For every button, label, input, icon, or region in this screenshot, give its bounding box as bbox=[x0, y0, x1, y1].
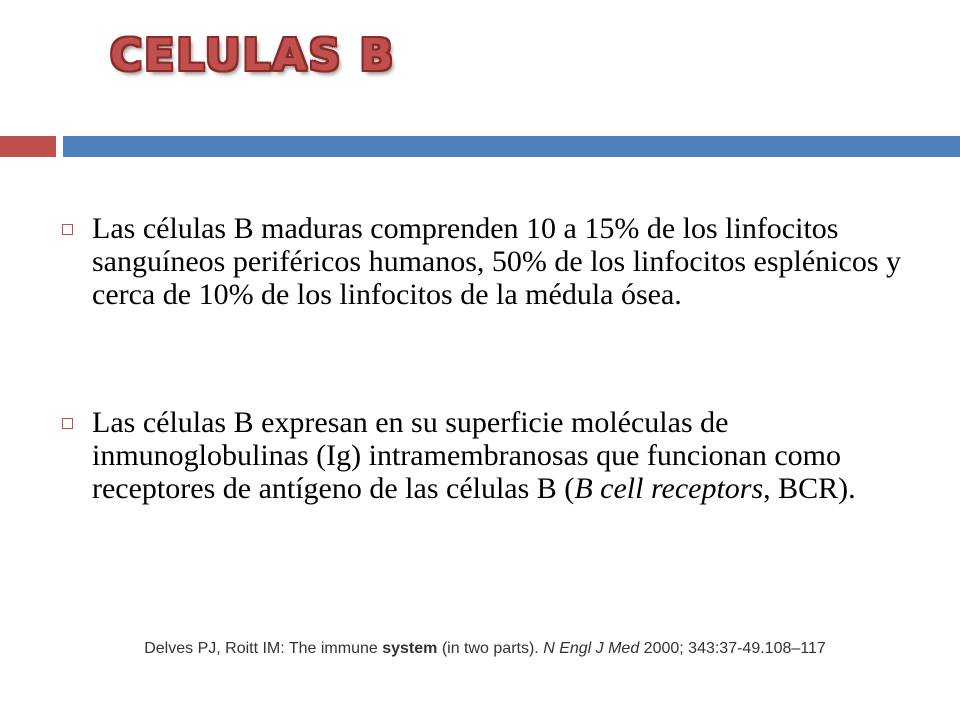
citation-authors: Delves PJ, Roitt IM: The immune bbox=[144, 640, 383, 657]
slide-title: CELULAS B bbox=[110, 30, 396, 81]
citation bbox=[100, 640, 870, 658]
square-bullet-icon bbox=[62, 418, 73, 429]
citation-bold-word: system bbox=[382, 640, 438, 657]
header-accent-bar-blue bbox=[63, 136, 960, 157]
square-bullet-icon bbox=[62, 224, 73, 235]
bullet-text-italic: B cell receptors bbox=[574, 472, 764, 505]
bullet-text: Las células B maduras comprenden 10 a 15% de los linfocitos sanguíneos periféricos humanos, 50% de los linfocitos esplénicos y cerca de 10% de los linfocitos de la médula ósea. bbox=[92, 212, 902, 311]
bullet-text bbox=[92, 406, 922, 505]
bullet-text-start: Las células B expresan en su superficie moléculas de inmunoglobulinas (Ig) intramembranosas que funcionan como receptores de antígeno de las células B ( bbox=[92, 406, 841, 505]
bullet-list bbox=[62, 212, 922, 505]
citation-title-end: (in two parts). bbox=[437, 640, 544, 657]
bullet-item bbox=[62, 212, 922, 311]
bullet-text-end: , BCR). bbox=[763, 472, 856, 505]
bullet-item bbox=[62, 406, 922, 505]
citation-volume: 2000; 343:37-49.108–117 bbox=[639, 640, 826, 657]
citation-journal: N Engl J Med bbox=[543, 640, 640, 657]
header-accent-bar-red bbox=[0, 136, 56, 157]
